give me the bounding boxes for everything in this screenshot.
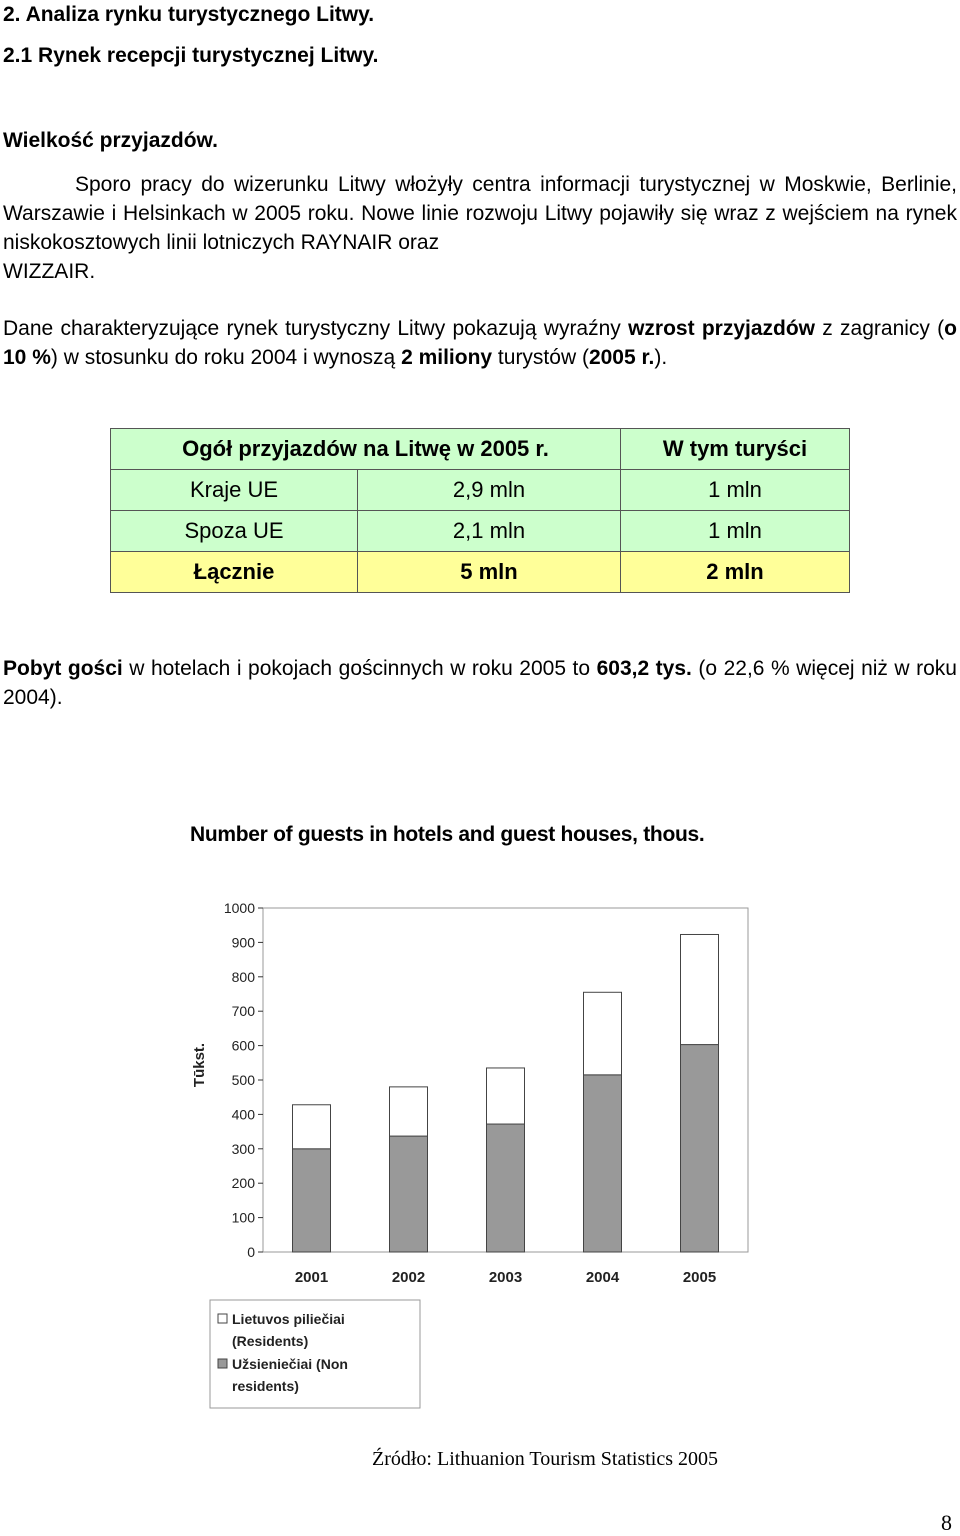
paragraph-guests — [3, 654, 957, 712]
y-tick-label: 600 — [231, 1037, 255, 1054]
bold-run: 603,2 tys. — [596, 657, 692, 680]
legend-label: (Residents) — [232, 1333, 309, 1349]
x-tick-label: 2001 — [294, 1269, 329, 1286]
table-cell: 1 mln — [621, 511, 850, 552]
bar-segment — [584, 1075, 622, 1252]
y-axis-label: Tūkst. — [191, 1042, 208, 1088]
y-tick-label: 800 — [231, 968, 255, 985]
x-tick-label: 2005 — [682, 1269, 717, 1286]
legend-swatch — [218, 1314, 227, 1323]
bar-segment — [293, 1149, 331, 1252]
bold-run: Pobyt gości — [3, 657, 123, 680]
paragraph-intro-text: Sporo pracy do wizerunku Litwy włożyły centra informacji turystycznej w Moskwie, Berlinie, Warszawie i Helsinkach w 2005 roku. Nowe linie rozwoju Litwy pojawiły się wraz z wejściem na rynek niskokosztowych linii lotniczych RAYNAIR oraz — [3, 173, 957, 254]
table-cell: 2,9 mln — [358, 470, 621, 511]
guests-bar-chart — [170, 880, 770, 1420]
y-tick-label: 500 — [231, 1072, 255, 1088]
bar-segment — [293, 1105, 331, 1149]
table-cell: 2 mln — [621, 552, 850, 593]
paragraph-intro — [3, 170, 957, 257]
table-header-cell: Ogół przyjazdów na Litwę w 2005 r. — [111, 429, 621, 470]
table-row — [111, 511, 850, 552]
bold-run: 2 miliony — [401, 346, 493, 369]
table-cell: Łącznie — [111, 552, 358, 593]
table-cell: 1 mln — [621, 470, 850, 511]
paragraph-arrivals — [3, 314, 957, 372]
paragraph-intro-text-end: WIZZAIR. — [3, 260, 96, 283]
y-tick-label: 0 — [247, 1244, 255, 1260]
x-tick-label: 2004 — [585, 1269, 620, 1286]
table-cell: Kraje UE — [111, 470, 358, 511]
paragraph-intro-end — [3, 257, 957, 286]
bar-segment — [681, 1045, 719, 1252]
x-tick-label: 2002 — [391, 1269, 426, 1286]
y-tick-label: 100 — [231, 1209, 255, 1226]
bar-segment — [584, 992, 622, 1075]
topic-heading: Wielkość przyjazdów. — [3, 129, 218, 152]
text-run: (o 22,6 % więcej niż w roku 2004). — [3, 657, 957, 709]
table-cell: Spoza UE — [111, 511, 358, 552]
subsection-heading: 2.1 Rynek recepcji turystycznej Litwy. — [3, 44, 379, 67]
legend-label: residents) — [232, 1378, 299, 1394]
bar-segment — [487, 1124, 525, 1252]
bar-segment — [390, 1136, 428, 1252]
text-run: Dane charakteryzujące rynek turystyczny Litwy pokazują wyraźny — [3, 317, 629, 340]
y-tick-label: 400 — [231, 1106, 255, 1123]
y-tick-label: 200 — [231, 1175, 255, 1192]
text-run: w hotelach i pokojach gościnnych w roku 2005 to — [122, 657, 597, 680]
text-run: ). — [654, 346, 668, 369]
legend-label: Lietuvos piliečiai — [232, 1311, 345, 1327]
table-cell: 2,1 mln — [358, 511, 621, 552]
table-cell: 5 mln — [358, 552, 621, 593]
bar-segment — [487, 1068, 525, 1124]
bar-segment — [681, 934, 719, 1044]
page-number: 8 — [941, 1510, 952, 1535]
legend-swatch — [218, 1359, 227, 1368]
y-tick-label: 900 — [231, 934, 255, 951]
bold-run: wzrost przyjazdów — [628, 317, 816, 340]
bold-run: o 10 % — [3, 317, 957, 369]
arrivals-table — [110, 428, 850, 593]
bar-segment — [390, 1087, 428, 1136]
table-header-row — [111, 429, 850, 470]
table-row — [111, 470, 850, 511]
y-tick-label: 1000 — [223, 900, 255, 916]
text-run: z zagranicy ( — [815, 317, 945, 340]
text-run: turystów ( — [492, 346, 589, 369]
x-tick-label: 2003 — [488, 1269, 523, 1286]
source-note: Źródło: Lithuanion Tourism Statistics 2005 — [372, 1448, 718, 1470]
y-tick-label: 300 — [231, 1140, 255, 1157]
table-header-cell: W tym turyści — [621, 429, 850, 470]
chart-title: Number of guests in hotels and guest houses, thous. — [190, 823, 705, 846]
bold-run: 2005 r. — [588, 346, 655, 369]
table-total-row — [111, 552, 850, 593]
text-run: ) w stosunku do roku 2004 i wynoszą — [50, 346, 402, 369]
y-tick-label: 700 — [231, 1003, 255, 1020]
legend-label: Užsieniečiai (Non — [232, 1356, 348, 1372]
section-heading: 2. Analiza rynku turystycznego Litwy. — [3, 3, 375, 26]
